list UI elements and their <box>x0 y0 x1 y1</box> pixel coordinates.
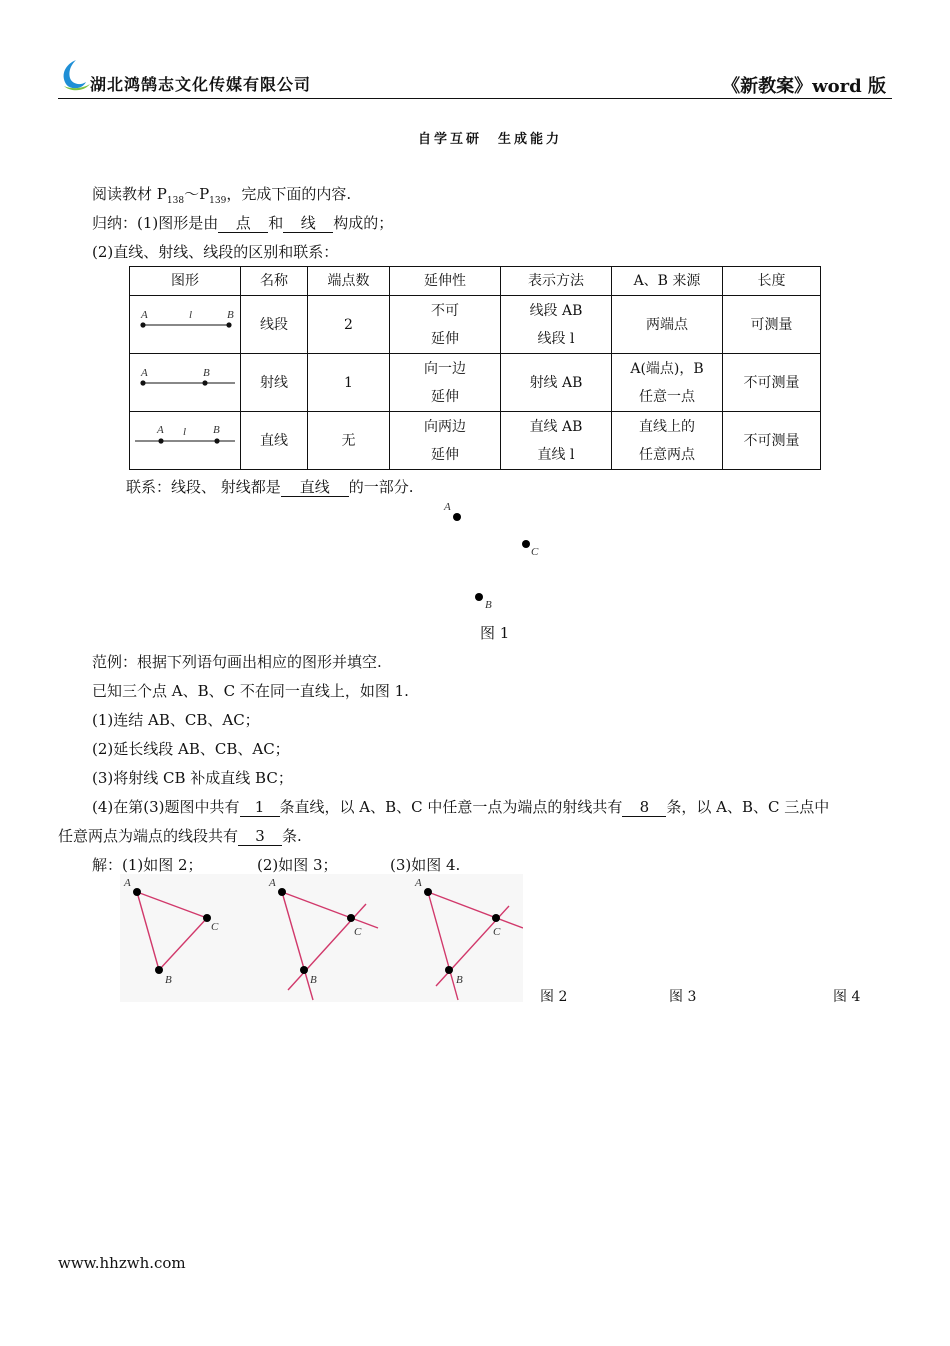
company-name: 湖北鸿鹄志文化传媒有限公司 <box>90 75 312 94</box>
point-label: C <box>531 546 539 558</box>
ray-figure <box>133 363 237 393</box>
question-text: 任意两点为端点的线段共有 <box>58 827 239 845</box>
blank-answer: 点 <box>218 215 268 233</box>
length-cell: 不可测量 <box>723 354 821 412</box>
representation-cell <box>501 412 612 470</box>
line-figure <box>133 421 237 451</box>
point-label: A <box>141 308 148 321</box>
table-header: A、B 来源 <box>612 267 723 296</box>
table-header: 长度 <box>723 267 821 296</box>
source-text: 任意一点 <box>639 388 695 405</box>
question-text: 条，以 A、B、C 三点中 <box>666 798 830 816</box>
extension-text: 向两边 <box>424 418 466 435</box>
figure-3-caption: 图 3 <box>669 989 697 1005</box>
representation-text: 线段 AB <box>529 302 583 319</box>
solution-3: (3)如图 4. <box>390 856 461 874</box>
solution-2: (2)如图 3； <box>257 856 338 874</box>
ray-figure-cell <box>130 354 241 412</box>
table-header: 延伸性 <box>390 267 501 296</box>
example-text: 根据下列语句画出相应的图形并填空. <box>137 653 382 671</box>
endpoints-cell: 2 <box>308 296 390 354</box>
point-label: A <box>444 501 451 513</box>
extension-cell <box>390 296 501 354</box>
representation-text: 线段 l <box>537 330 575 347</box>
page-end: 139 <box>209 196 227 206</box>
table-header: 图形 <box>130 267 241 296</box>
summary-text: (1)图形是由 <box>137 214 219 232</box>
point-label: A <box>141 366 148 379</box>
extension-text: 延伸 <box>431 388 459 405</box>
question-text: (4)在第(3)题图中共有 <box>92 798 240 816</box>
intro-text: ～P <box>184 185 210 203</box>
point-label: A <box>124 877 131 889</box>
name-cell: 射线 <box>241 354 308 412</box>
source-text: A(端点)，B <box>630 360 704 377</box>
representation-text: 直线 AB <box>529 418 583 435</box>
line-label: l <box>189 308 193 321</box>
table-row <box>130 354 821 412</box>
source-cell <box>612 354 723 412</box>
blank-answer: 8 <box>622 799 666 817</box>
extension-text: 不可 <box>431 302 459 319</box>
source-text: 直线上的 <box>639 418 695 435</box>
source-cell: 两端点 <box>612 296 723 354</box>
summary-label: 归纳： <box>92 214 138 232</box>
point-label: A <box>157 423 164 436</box>
example-given: 已知三个点 A、B、C 不在同一直线上，如图 1. <box>92 682 409 700</box>
document-label: 《新教案》word 版 <box>722 76 886 97</box>
table-header-row <box>130 267 821 296</box>
length-cell: 不可测量 <box>723 412 821 470</box>
example-line <box>92 651 382 672</box>
extension-cell <box>390 412 501 470</box>
line-figure-cell <box>130 412 241 470</box>
blank-answer: 1 <box>240 799 280 817</box>
point-label: B <box>165 974 172 986</box>
intro-line <box>92 183 351 206</box>
point-label: B <box>456 974 463 986</box>
extension-text: 延伸 <box>431 446 459 463</box>
length-cell: 可测量 <box>723 296 821 354</box>
figure-2-caption: 图 2 <box>540 989 568 1005</box>
point-label: B <box>227 308 234 321</box>
figure-4-caption: 图 4 <box>833 989 861 1005</box>
solution-1: 解：(1)如图 2； <box>92 856 203 874</box>
table-header: 表示方法 <box>501 267 612 296</box>
extension-cell <box>390 354 501 412</box>
endpoints-cell: 1 <box>308 354 390 412</box>
segment-figure-cell <box>130 296 241 354</box>
intro-text: ，完成下面的内容. <box>226 185 352 203</box>
endpoints-cell: 无 <box>308 412 390 470</box>
company-logo <box>56 56 94 94</box>
question-text: 条. <box>282 827 302 845</box>
point-label: C <box>211 921 219 933</box>
question-1: (1)连结 AB、CB、AC； <box>92 711 260 729</box>
intro-text: 阅读教材 P <box>92 185 167 203</box>
name-cell: 线段 <box>241 296 308 354</box>
question-3: (3)将射线 CB 补成直线 BC； <box>92 769 293 787</box>
point-label: B <box>203 366 210 379</box>
summary-line-1 <box>92 212 393 233</box>
blank-answer: 直线 <box>281 479 349 497</box>
page-start: 138 <box>166 196 185 206</box>
source-cell <box>612 412 723 470</box>
section-title: 自学互研 生成能力 <box>417 132 562 147</box>
point-label: C <box>354 926 362 938</box>
summary-line-2: (2)直线、射线、线段的区别和联系： <box>92 243 339 261</box>
blank-answer: 线 <box>283 215 333 233</box>
representation-cell <box>501 296 612 354</box>
question-2: (2)延长线段 AB、CB、AC； <box>92 740 290 758</box>
footer-url: www.hhzwh.com <box>58 1254 186 1272</box>
table-header: 端点数 <box>308 267 390 296</box>
relation-line <box>126 476 414 497</box>
question-text: 条直线，以 A、B、C 中任意一点为端点的射线共有 <box>279 798 623 816</box>
table-row <box>130 412 821 470</box>
point-label: B <box>310 974 317 986</box>
example-label: 范例： <box>92 653 138 671</box>
point-label: C <box>493 926 501 938</box>
header-divider <box>58 98 892 99</box>
line-label: l <box>183 425 187 438</box>
table-row <box>130 296 821 354</box>
extension-text: 延伸 <box>431 330 459 347</box>
question-4 <box>92 796 829 817</box>
point-label: B <box>213 423 220 436</box>
question-4-cont <box>58 825 302 846</box>
point-label: A <box>415 877 422 889</box>
source-text: 任意两点 <box>639 446 695 463</box>
relation-text: 联系：线段、 射线都是 <box>126 478 281 496</box>
summary-text: 构成的； <box>333 214 394 232</box>
comparison-table <box>129 266 821 470</box>
solution-figures <box>120 874 523 1002</box>
extension-text: 向一边 <box>424 360 466 377</box>
summary-text: 和 <box>268 214 284 232</box>
point-label: B <box>485 599 492 611</box>
representation-cell: 射线 AB <box>501 354 612 412</box>
name-cell: 直线 <box>241 412 308 470</box>
point-label: A <box>269 877 276 889</box>
figure-1-caption: 图 1 <box>480 624 510 642</box>
blank-answer: 3 <box>238 828 282 846</box>
representation-text: 直线 l <box>537 446 575 463</box>
table-header: 名称 <box>241 267 308 296</box>
segment-figure <box>133 305 237 335</box>
relation-text: 的一部分. <box>348 478 414 496</box>
figure-1 <box>430 495 560 615</box>
